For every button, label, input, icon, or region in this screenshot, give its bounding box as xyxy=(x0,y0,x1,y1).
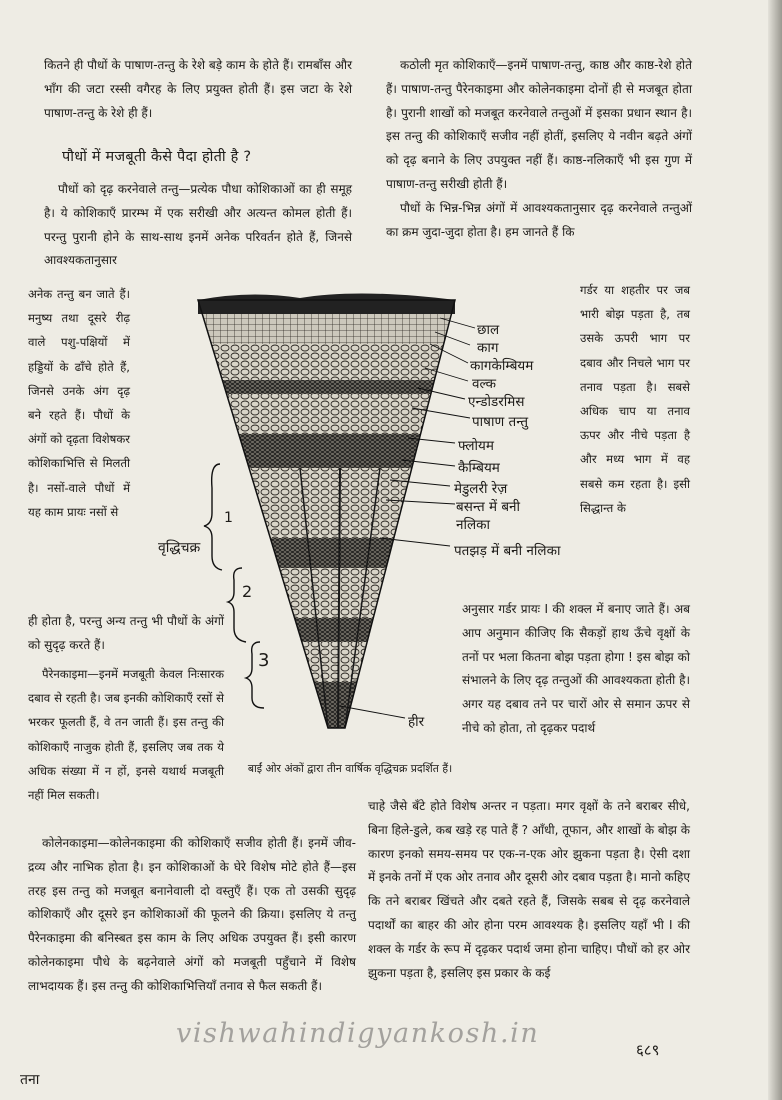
watermark: vishwahindigyankosh.in xyxy=(176,1018,540,1049)
col1-mid xyxy=(44,178,352,273)
page-number: ६८९ xyxy=(636,1041,660,1059)
section-heading: पौधों में मजबूती कैसे पैदा होती है ? xyxy=(62,149,252,165)
label-phloem: फ्लोयम xyxy=(458,438,494,454)
paragraph: ही होता है, परन्तु अन्य तन्तु भी पौधों के अंगों को सुदृढ़ करते हैं। xyxy=(28,614,224,652)
ring-braces xyxy=(204,464,264,708)
label-bark: छाल xyxy=(477,322,500,338)
running-footer: तना xyxy=(20,1072,40,1088)
paragraph: पैरेनकाइमा—इनमें मजबूती केवल निःसारक दबाव से रहती है। जब इनकी कोशिकाएँ रसों से भरकर फूलती हैं, वे तन जाती हैं। इस तन्तु की कोशिकाएँ नाजुक होती हैं, इसलिए जब तक ये अधिक संख्या में न हों, इनसे यथार्थ मजबूती नहीं मिल सकती। xyxy=(28,667,224,803)
col1-top xyxy=(44,54,352,125)
label-autumn-vessel: पतझड़ में बनी नलिका xyxy=(454,543,561,559)
label-cambium: कैम्बियम xyxy=(458,460,500,476)
col2-top xyxy=(386,54,692,244)
paragraph: कितने ही पौधों के पाषाण-तन्तु के रेशे बड़े काम के होते हैं। रामबाँस और भाँग की जटा रस्सी वगैरह के लिए प्रयुक्त होती हैं। इस जटा के रेशे पाषाण-तन्तु के रेशे ही हैं। xyxy=(44,58,352,120)
label-medullary-rays: मेडुलरी रेज़ xyxy=(454,481,508,497)
label-heartwood: हीर xyxy=(408,714,425,730)
label-cortex: वल्क xyxy=(472,376,496,392)
col1-bottom xyxy=(28,832,356,999)
label-spring-vessel: बसन्त में बनी नलिका xyxy=(456,499,521,533)
paragraph: गर्डर या शहतीर पर जब भारी बोझ पड़ता है, तब उसके ऊपरी भाग पर दबाव और निचले भाग पर तनाव पड़ता है। सबसे अधिक चाप या तनाव ऊपर और नीचे पड़ता है और मध्य भाग में वह सबसे कम रहता है। इसी सिद्धान्त के xyxy=(580,283,690,515)
ring-number-2: 2 xyxy=(242,582,253,601)
paragraph: पौधों के भिन्न-भिन्न अंगों में आवश्यकतानुसार दृढ़ करनेवाले तन्तुओं का क्रम जुदा-जुदा होता है। हम जानते हैं कि xyxy=(386,200,692,239)
label-cork-cambium: कागकेम्बियम xyxy=(470,358,534,374)
label-cork: काग xyxy=(477,340,499,356)
col2-bottom xyxy=(368,795,690,985)
paragraph: अनेक तन्तु बन जाते हैं। मनुष्य तथा दूसरे रीढ़ वाले पशु-पक्षियों में हड्डियों के ढाँचे होते हैं, जिनसे उनके अंग दृढ़ बने रहते हैं। पौधों के अंगों को दृढ़ता विशेषकर कोशिकाभित्ति से मिलती है। नसों-वाले पौधों में यह काम प्रायः नसों से xyxy=(28,287,130,519)
label-growth-ring: वृद्धिचक्र xyxy=(158,540,201,556)
stem-cross-section-figure xyxy=(150,288,605,798)
paragraph: चाहे जैसे बँटे होते विशेष अन्तर न पड़ता। मगर वृक्षों के तने बराबर सीधे, बिना हिले-डुले, कब खड़े रह पाते हैं ? आँधी, तूफान, और शाखों के बोझ के कारण इनको समय-समय पर एक-न-एक ओर झुकना पड़ता है। ऐसी दशा में इनके तनों में एक ओर तनाव और दूसरी ओर दबाव पड़ता है। मानो कहिए कि तने बराबर खिंचते और दबते रहते हैं, जिसके सबब से दृढ़ करनेवाले पदार्थों का बाहर की ओर होना परम आवश्यक है। इसलिए यहाँ भी I की शक्ल के गर्डर के रूप में दृढ़कर पदार्थ जमा होना चाहिए। पौधों को हर ओर झुकना पड़ता है, इसलिए इस प्रकार के कई xyxy=(368,799,690,980)
col1-narrow xyxy=(28,282,130,524)
ring-number-3: 3 xyxy=(258,650,270,671)
paragraph: पौधों को दृढ़ करनेवाले तन्तु—प्रत्येक पौधा कोशिकाओं का ही समूह है। ये कोशिकाएँ प्रारम्भ में एक सरीखी और अत्यन्त कोमल होती हैं। परन्तु पुरानी होने के साथ-साथ इनमें अनेक परिवर्तन होते हैं, जिनसे आवश्यकतानुसार xyxy=(44,182,352,268)
paragraph: कठोली मृत कोशिकाएँ—इनमें पाषाण-तन्तु, काष्ठ और काष्ठ-रेशे होते हैं। पाषाण-तन्तु पैरेनकाइमा और कोलेनकाइमा दोनों ही से मजबूत होता है। पुरानी शाखों को मजबूत करनेवाले तन्तुओं में इसका प्रधान स्थान है। इस तन्तु की कोशिकाएँ सजीव नहीं होतीं, इसलिए ये नवीन बढ़ते अंगों को दृढ़ बनाने के लिए उपयुक्त नहीं हैं। काष्ठ-नलिकाएँ भी इस गुण में पाषाण-तन्तु सरीखी होती हैं। xyxy=(386,58,692,191)
paragraph: अनुसार गर्डर प्रायः I की शक्ल में बनाए जाते हैं। अब आप अनुमान कीजिए कि सैकड़ों हाथ ऊँचे वृक्षों के तनों पर भला कितना बोझ पड़ता होगा ! इस बोझ को संभालने के लिए दृढ़ तन्तुओं की आवश्यकता होती है। अगर यह दबाव तने पर चारों ओर से समान ऊपर से नीचे को होता, तो दृढ़कर पदार्थ xyxy=(462,602,690,735)
label-sclerenchyma: पाषाण तन्तु xyxy=(472,414,529,430)
label-endodermis: एन्डोडरमिस xyxy=(468,394,525,410)
page-edge-shadow xyxy=(768,0,782,1100)
ring-number-1: 1 xyxy=(224,510,233,526)
figure-caption: बाईं ओर अंकों द्वारा तीन वार्षिक वृद्धिचक्र प्रदर्शित हैं। xyxy=(247,762,453,775)
paragraph: कोलेनकाइमा—कोलेनकाइमा की कोशिकाएँ सजीव होती हैं। इनमें जीव-द्रव्य और नाभिक होता है। इन कोशिकाओं के घेरे विशेष मोटे होते हैं—इस तरह इस तन्तु को मजबूत बनानेवाली दो वस्तुएँ हैं। एक तो उसकी सुदृढ़ कोशिकाएँ और दूसरे इन कोशिकाओं की फूलने की क्रिया। इसलिए ये तन्तु पैरेनकाइमा की बनिस्बत इस काम के लिए अधिक उपयुक्त हैं। इसी कारण कोलेनकाइमा पौधे के बढ़नेवाले अंगों को मजबूती पहुँचाने में विशेष लाभदायक हैं। इस तन्तु की कोशिकाभित्तियाँ तनाव से फैल सकती हैं। xyxy=(28,836,356,993)
